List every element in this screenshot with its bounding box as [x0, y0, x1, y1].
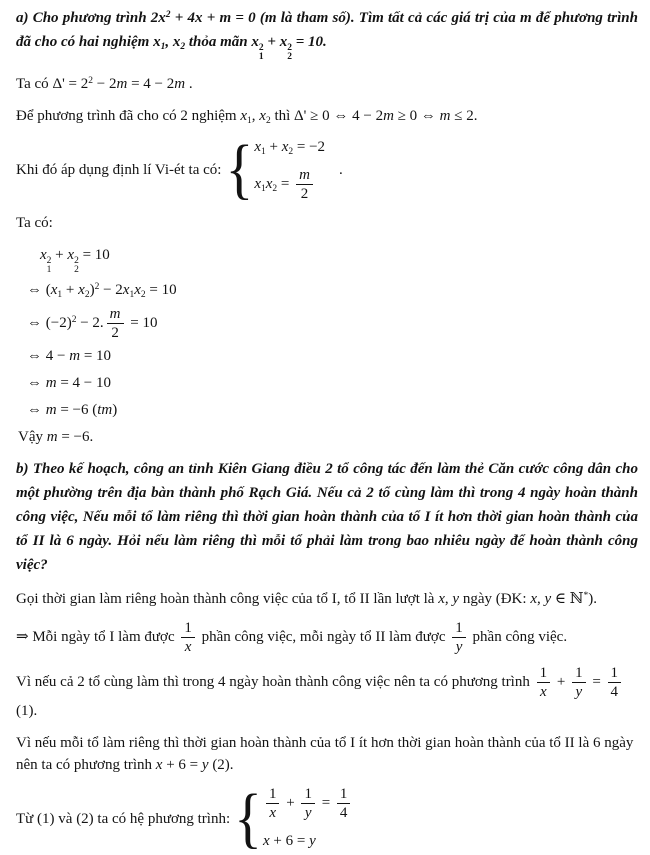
eq-step-6: [27, 399, 638, 422]
text-run: x: [530, 591, 537, 607]
text-run: x: [122, 282, 130, 298]
text-run: = 10: [145, 282, 177, 298]
text-run: x: [269, 805, 277, 821]
text-run: + 6 =: [162, 757, 202, 773]
fraction-denominator: [452, 638, 466, 655]
text-run: phần công việc.: [468, 628, 568, 645]
fraction-denominator: [181, 638, 195, 655]
eq-step-4: [27, 345, 638, 368]
fraction-denominator: [337, 804, 351, 821]
conclusion-a: [18, 426, 638, 448]
eq-step-1: [40, 244, 638, 275]
fraction-denominator: [608, 683, 622, 700]
fraction-numerator: [296, 167, 313, 185]
system-row: x1x2 = $\frac{m}{2}$: [254, 167, 325, 202]
text-run: ⇔ 4 −: [27, 348, 70, 364]
text-run: = 10: [126, 314, 158, 331]
text-run: =: [588, 673, 605, 690]
superscript: 2: [46, 256, 52, 266]
text-run: Từ (1) và (2) ta có hệ phương trình:: [16, 810, 231, 827]
fraction: [107, 306, 124, 341]
text-run: ≤ 2.: [450, 108, 478, 124]
fraction: [301, 786, 315, 821]
text-run: ⇔: [27, 375, 46, 391]
text-run: ,: [536, 591, 545, 607]
text-run: 1: [339, 786, 348, 802]
text-run: m: [383, 108, 394, 124]
text-run: là tham số). Tìm tất cả các giá trị của: [276, 10, 520, 26]
text-run: x: [259, 108, 266, 124]
text-run: +: [265, 139, 282, 155]
text-run: 2: [300, 186, 309, 202]
text-run: y: [201, 757, 209, 773]
fraction: [181, 620, 195, 655]
text-run: m: [439, 108, 451, 124]
text-run: x: [134, 282, 141, 298]
text-run: Gọi thời gian làm riêng hoàn thành công việc của tổ I, tổ II lần lượt là: [16, 591, 439, 607]
fraction-numerator: [452, 620, 466, 638]
text-run: x: [438, 591, 445, 607]
viet-system-rows: [254, 137, 325, 202]
fraction-numerator: [181, 620, 195, 638]
text-run: m: [174, 76, 186, 92]
text-run: thỏa mãn: [185, 34, 252, 50]
condition-line: Để phương trình đã cho có 2 nghiệm x1, x2 thì Δ' ≥ 0 ⇔ 4 − 2m ≥ 0 ⇔ m ≤ 2.: [16, 108, 478, 126]
text-run: ⇒ Mỗi ngày tổ I làm được: [16, 628, 179, 645]
text-run: x: [195, 10, 203, 26]
text-run: x: [251, 34, 259, 50]
text-run: Δ' = 2: [52, 76, 89, 92]
text-run: b) Theo kế hoạch, công an tỉnh Kiên Giang điều 2 tổ công tác đến làm thẻ Căn cước công dân cho một phường trên địa bàn thành phố Rạch Giá. Nếu cả 2 tổ cùng làm thì trong 4 ngày hoàn thành công việc, Nếu mỗi tổ làm riêng thì thời gian hoàn thành của tổ I ít hơn thời gian hoàn thành của tổ II là 6 ngày. Hỏi nếu làm riêng thì mỗi tổ phải làm trong bao nhiêu ngày để hoàn thành công việc?: [16, 461, 638, 573]
subscript: 2: [287, 52, 292, 62]
text-run: +: [202, 10, 220, 26]
fraction-denominator: [266, 804, 280, 821]
text-run: 1: [304, 786, 312, 802]
text-run: m: [264, 10, 277, 26]
fraction: [452, 620, 466, 655]
fraction: [296, 167, 313, 202]
text-run: x: [67, 247, 75, 263]
text-run: Vì nếu mỗi tổ làm riêng thì thời gian hoàn thành của tổ I ít hơn thời gian hoàn thành của tổ II là 6 ngày nên ta có phương trình: [16, 735, 634, 773]
fraction: [337, 786, 351, 821]
text-run: ⇔ (−2): [27, 314, 72, 331]
problem-a: a) Cho phương trình 2x2 + 4x + m = 0 (m là tham số). Tìm tất cả các giá trị của m để phương trình đã cho có hai nghiệm x1, x2 thỏa mãn x 2 1 + x 2 2 = 10.: [16, 10, 638, 62]
text-run: ⇔: [27, 402, 46, 418]
superscript: 2: [287, 43, 292, 53]
ta-co-line: [16, 212, 638, 234]
fraction-numerator: [608, 665, 622, 683]
text-run: .: [185, 76, 193, 92]
text-run: = −6.: [57, 429, 94, 445]
text-run: 2: [111, 325, 119, 341]
text-run: = 4 − 10: [56, 375, 112, 391]
text-run: Khi đó áp dụng định lí Vi-ét ta có:: [16, 161, 222, 178]
subscript: 1: [46, 265, 52, 275]
text-run: (2).: [208, 757, 234, 773]
text-run: = 10: [291, 34, 324, 50]
text-run: m: [69, 348, 81, 364]
text-run: =: [317, 794, 334, 811]
text-run: x: [40, 247, 47, 263]
text-run: ).: [588, 591, 597, 607]
text-run: 1: [184, 620, 192, 636]
text-run: +: [553, 673, 570, 690]
text-run: Ta có:: [16, 215, 53, 231]
text-run: =: [277, 175, 294, 192]
text-run: m: [45, 375, 57, 391]
text-run: x: [262, 833, 270, 849]
text-run: = −2: [293, 139, 326, 155]
text-run: 1: [268, 786, 277, 802]
eq-step-3: ⇔ (−2)2 − 2. $\frac{m}{2}$ = 10: [27, 306, 158, 341]
fraction-numerator: [337, 786, 351, 804]
text-run: ,: [444, 591, 453, 607]
text-run: a) Cho phương trình: [16, 10, 151, 26]
text-run: phần công việc, mỗi ngày tổ II làm được: [197, 628, 450, 645]
fraction-denominator: [537, 683, 551, 700]
text-run: +: [62, 282, 79, 298]
left-brace-icon: {: [234, 780, 262, 855]
text-run: để phương trình đã cho có hai nghiệm: [16, 10, 638, 50]
left-brace-icon: {: [225, 131, 254, 207]
text-run: y: [575, 684, 583, 700]
text-run: y: [452, 591, 460, 607]
text-run: = 10: [78, 247, 110, 263]
superscript: 2: [258, 43, 264, 53]
text-run: x: [279, 34, 288, 50]
text-run: m: [219, 10, 232, 26]
text-run: x: [281, 139, 289, 155]
delta-line: Ta có Δ' = 22 − 2m = 4 − 2m .: [16, 76, 193, 92]
fraction-denominator: [572, 683, 586, 700]
text-run: +: [51, 247, 68, 263]
system-row: x1 + x2 = −2: [254, 139, 326, 157]
fraction-numerator: [301, 786, 315, 804]
text-run: ,: [165, 34, 173, 50]
text-run: y: [455, 639, 463, 655]
text-run: (: [259, 10, 265, 26]
text-run: .: [339, 161, 343, 178]
text-run: 2: [150, 10, 159, 26]
subscript: 1: [258, 52, 264, 62]
text-run: ): [89, 282, 95, 298]
text-run: + 6 =: [269, 833, 310, 849]
text-run: m: [116, 76, 128, 92]
text-run: = 4 − 2: [127, 76, 175, 92]
text-run: 1: [455, 620, 463, 636]
text-run: − 2: [99, 282, 123, 298]
viet-system: [16, 131, 638, 207]
text-run: ): [112, 402, 118, 418]
text-run: ngày (ĐK:: [459, 591, 531, 607]
fraction-numerator: [266, 786, 280, 804]
text-run: y: [544, 591, 552, 607]
fraction-numerator: [537, 665, 551, 683]
text-run: ⇔ (: [27, 282, 51, 298]
text-run: +: [263, 34, 280, 50]
goi-line: Gọi thời gian làm riêng hoàn thành công việc của tổ I, tổ II lần lượt là x, y ngày (ĐK: x, y ∈ ℕ*).: [16, 591, 597, 607]
fraction: [266, 786, 280, 821]
text-run: Vì nếu cả 2 tổ cùng làm thì trong 4 ngày hoàn thành công việc nên ta có phương trình: [16, 673, 534, 690]
text-run: m: [109, 306, 121, 322]
text-run: − 2: [93, 76, 117, 92]
text-run: Để phương trình đã cho có 2 nghiệm: [16, 108, 241, 124]
text-run: 4: [610, 684, 619, 700]
text-run: ∈ ℕ: [551, 591, 584, 607]
text-run: x: [254, 175, 261, 192]
separate-line: [16, 732, 638, 776]
text-run: 1: [610, 665, 619, 681]
text-run: x: [240, 108, 248, 124]
fraction: [572, 665, 586, 700]
fraction-denominator: [296, 185, 313, 202]
text-run: (1).: [16, 703, 38, 719]
text-run: m: [46, 429, 58, 445]
final-system-rows: [263, 786, 353, 851]
text-run: x: [540, 684, 547, 700]
text-run: m: [299, 167, 310, 183]
subscript: 2: [74, 265, 79, 275]
text-run: 1: [539, 665, 548, 681]
text-run: 1: [575, 665, 583, 681]
text-run: − 2.: [76, 314, 104, 331]
text-run: x: [50, 282, 58, 298]
text-run: y: [304, 805, 312, 821]
text-run: = 10: [80, 348, 112, 364]
eq-step-5: [27, 372, 638, 395]
system-row: [263, 831, 353, 851]
per-day-line: [16, 620, 638, 655]
problem-b: [16, 457, 638, 577]
text-run: x: [158, 10, 166, 26]
text-run: tm: [97, 402, 113, 418]
text-run: ≥ 0 ⇔: [393, 108, 440, 124]
text-run: x: [155, 757, 163, 773]
text-run: x: [265, 175, 273, 192]
text-run: x: [172, 34, 181, 50]
final-system: [16, 780, 638, 855]
text-run: Vậy: [18, 429, 47, 445]
fraction-numerator: [107, 306, 124, 324]
text-run: ,: [251, 108, 260, 124]
text-run: = 0: [231, 10, 260, 26]
text-run: y: [309, 833, 316, 849]
text-run: thì Δ' ≥ 0 ⇔ 4 − 2: [270, 108, 384, 124]
viet-system-label: [16, 159, 221, 181]
fraction: [608, 665, 622, 700]
fraction-denominator: [301, 804, 315, 821]
text-run: x: [153, 34, 161, 50]
text-run: Ta có: [16, 76, 53, 92]
fraction: [537, 665, 551, 700]
final-system-label: [16, 808, 230, 830]
text-run: x: [254, 139, 261, 155]
text-run: .: [323, 34, 327, 50]
eq-step-2: ⇔ (x1 + x2)2 − 2x1x2 = 10: [27, 282, 177, 300]
together-line: [16, 665, 638, 722]
text-run: m: [45, 402, 57, 418]
text-run: +: [282, 794, 299, 811]
text-run: + 4: [170, 10, 196, 26]
text-run: x: [184, 639, 192, 655]
superscript: 2: [74, 256, 79, 266]
fraction-numerator: [572, 665, 586, 683]
text-run: = −6 (: [56, 402, 98, 418]
text-run: 4: [339, 805, 348, 821]
text-run: x: [78, 282, 85, 298]
text-run: m: [519, 10, 532, 26]
fraction-denominator: [107, 324, 124, 341]
system-row: [263, 786, 353, 821]
